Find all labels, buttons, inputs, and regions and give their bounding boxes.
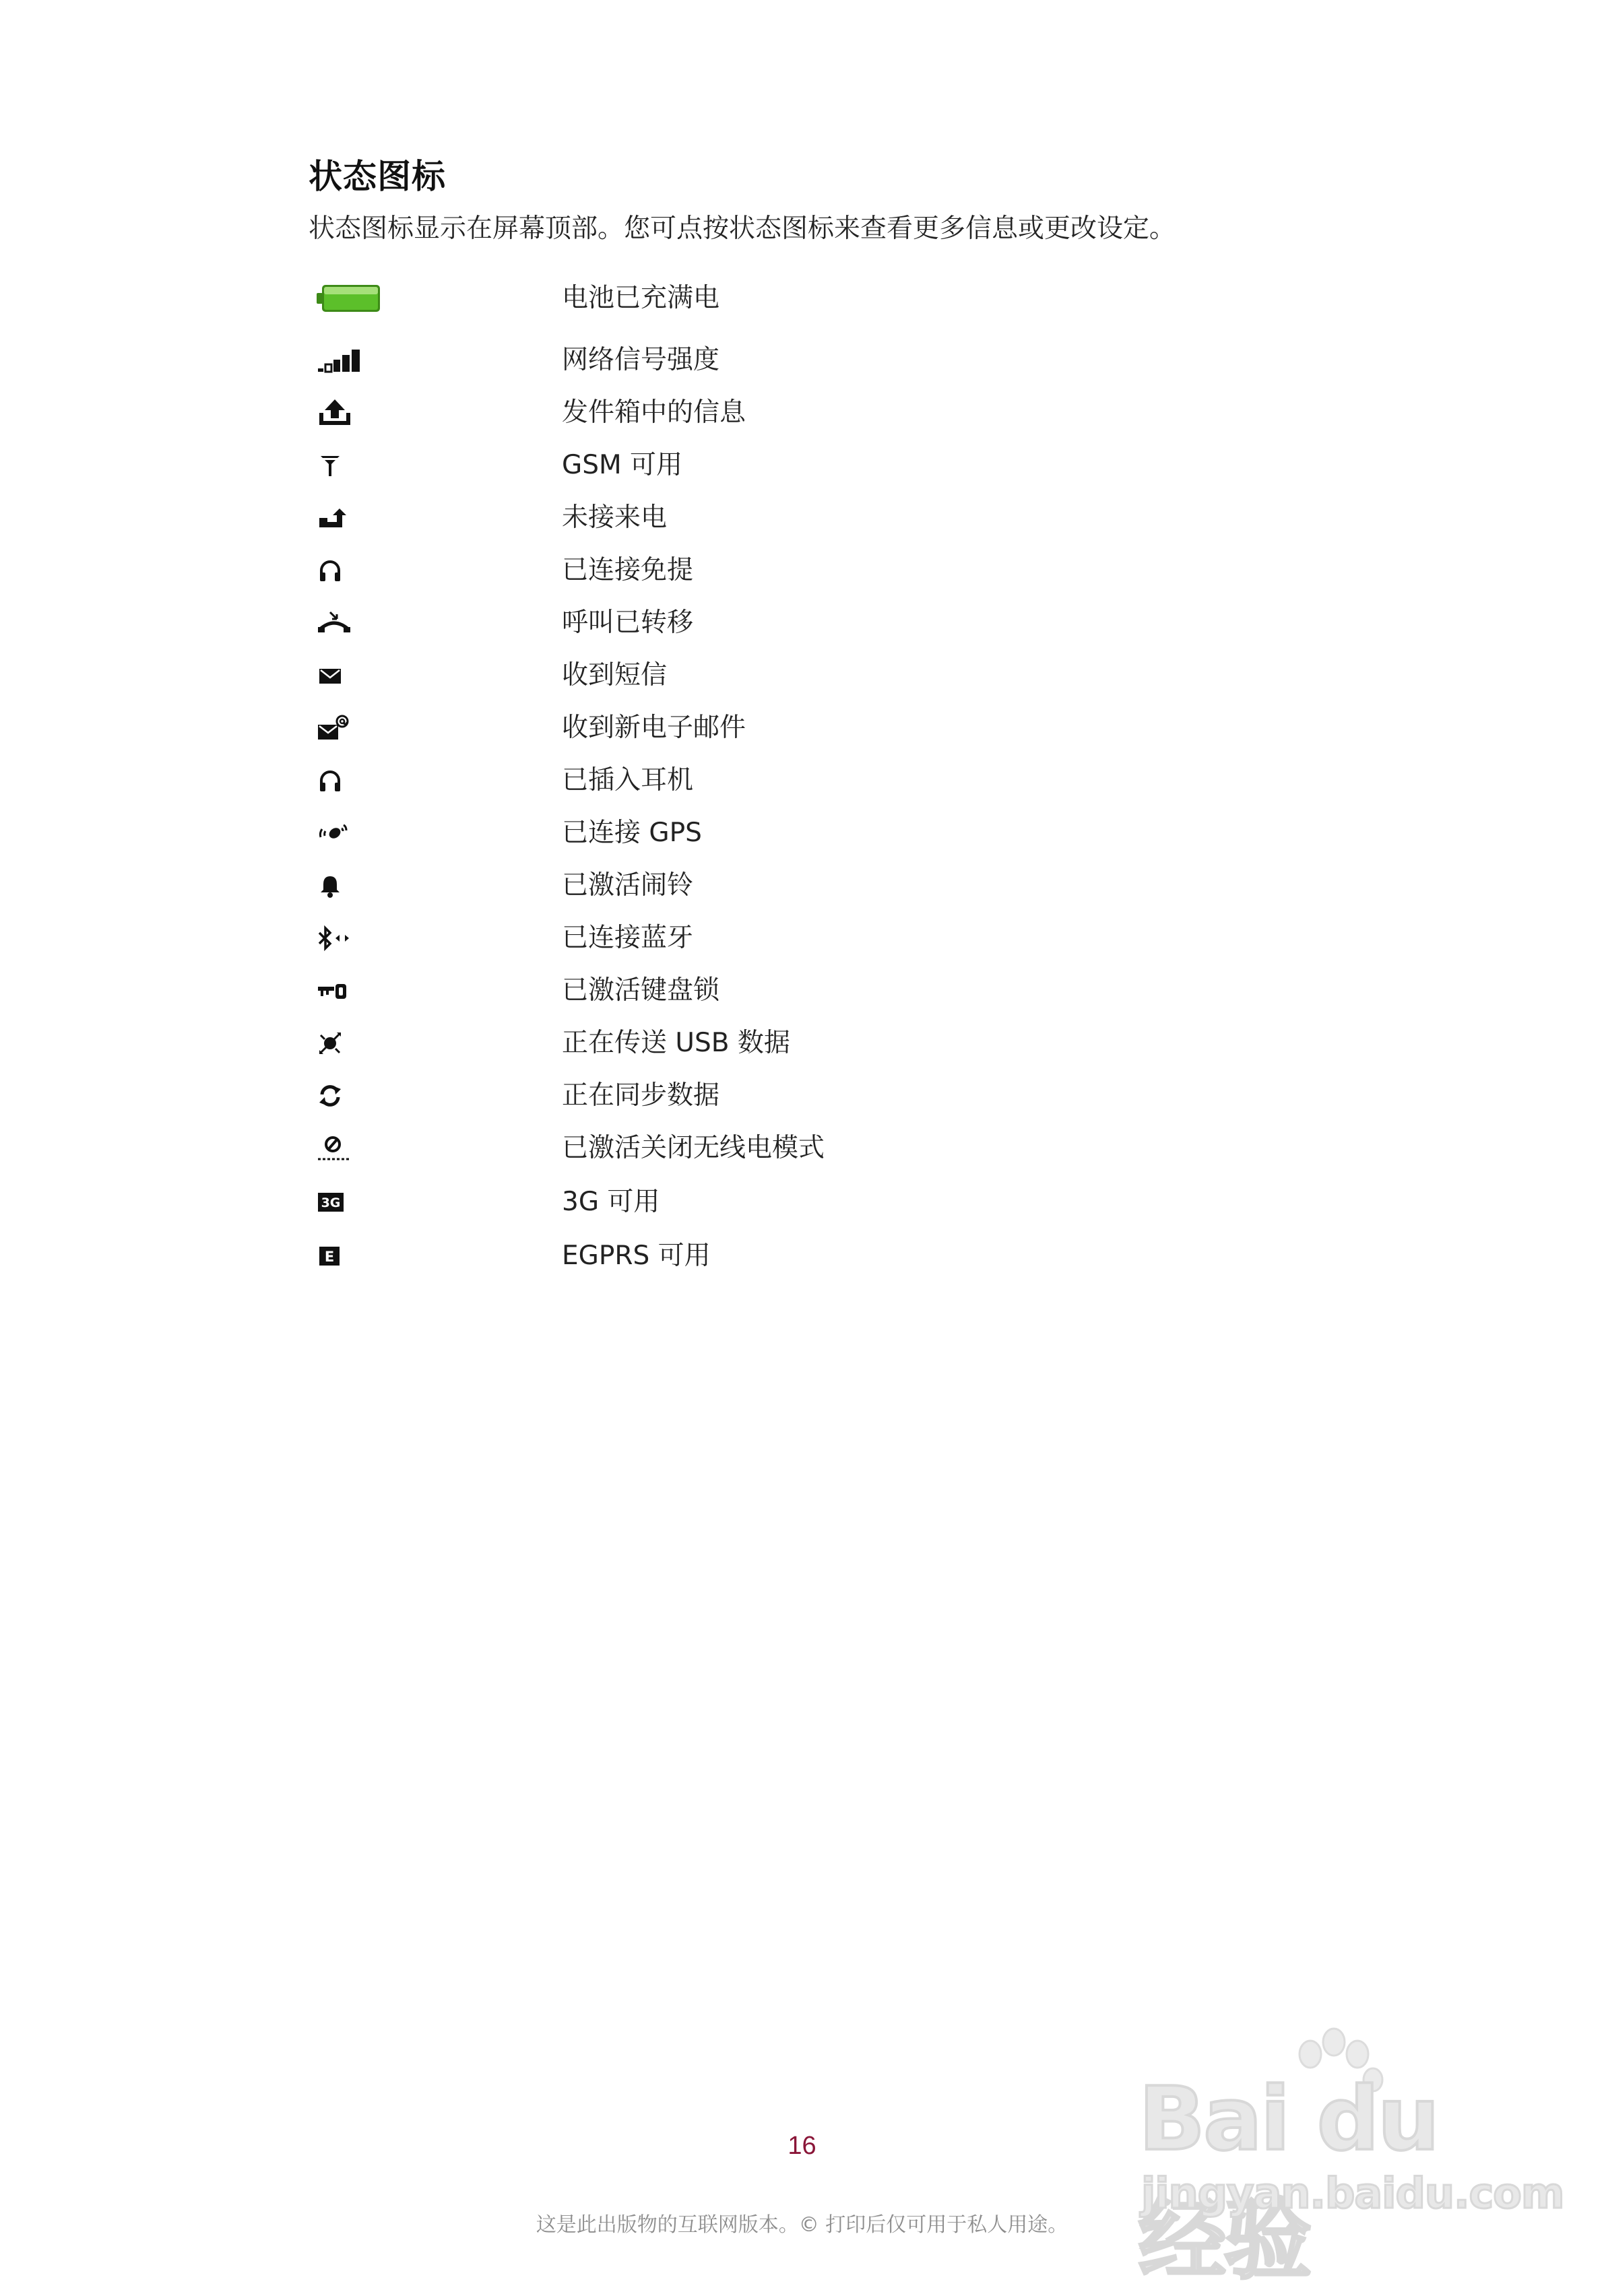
list-item-label: 收到新电子邮件 [562,713,746,743]
list-item [0,1179,1604,1226]
list-item-label: 已连接 GPS [562,818,702,848]
list-item-label: 网络信号强度 [562,345,720,375]
list-item-label: 收到短信 [562,660,668,690]
signal-strength-icon [317,337,397,384]
egprs-icon [317,1233,397,1280]
bluetooth-icon [317,915,397,962]
list-item [0,1125,1604,1172]
list-item [0,547,1604,594]
flight-mode-icon [317,1125,397,1172]
list-item-label: 呼叫已转移 [562,608,694,638]
list-item-label: 已激活关闭无线电模式 [562,1133,825,1163]
email-envelope-icon [317,704,397,752]
list-item-label: 3G 可用 [562,1187,660,1217]
list-item [0,652,1604,699]
sms-envelope-icon [317,652,397,699]
list-item-label: 正在传送 USB 数据 [562,1028,790,1058]
list-item-label: 发件箱中的信息 [562,397,746,428]
list-item [0,275,1604,322]
list-item-label: 未接来电 [562,502,668,533]
page-number: 16 [788,2132,816,2160]
list-item [0,915,1604,962]
list-item-label: 正在同步数据 [562,1080,720,1111]
list-item [0,1020,1604,1067]
list-item-label: 已激活键盘锁 [562,975,720,1006]
list-item [0,389,1604,436]
outbox-icon [317,389,397,436]
list-item [0,599,1604,647]
keylock-icon [317,967,397,1014]
watermark-brand: Bai du 经验 [1138,2068,1438,2291]
section-intro: 状态图标显示在屏幕顶部。您可点按状态图标来查看更多信息或更改设定。 [309,214,1176,244]
list-item-label: 已插入耳机 [562,765,694,795]
list-item [0,810,1604,857]
list-item [0,1072,1604,1119]
list-item [0,442,1604,489]
list-item [0,757,1604,804]
3g-icon-text: 3G [321,1195,341,1210]
watermark-domain: jingyan.baidu.com [1141,2169,1564,2218]
battery-full-icon [317,275,397,322]
list-item [0,337,1604,384]
gps-satellite-icon [317,810,397,857]
list-item [0,494,1604,542]
call-divert-icon [317,599,397,647]
list-item-label: GSM 可用 [562,450,683,480]
list-item [0,862,1604,909]
list-item-label: 电池已充满电 [562,283,720,313]
missed-call-icon [317,494,397,542]
list-item-label: 已连接蓝牙 [562,923,694,953]
list-item [0,704,1604,752]
list-item-label: 已激活闹铃 [562,870,694,900]
list-item [0,967,1604,1014]
sync-icon [317,1072,397,1119]
alarm-bell-icon [317,862,397,909]
3g-icon [317,1179,397,1226]
gsm-antenna-icon [317,442,397,489]
headset-icon [317,757,397,804]
list-item [0,1233,1604,1280]
handsfree-icon [317,547,397,594]
egprs-icon-text: E [324,1249,335,1265]
watermark [1138,2027,1564,2291]
footer-note: 这是此出版物的互联网版本。© 打印后仅可用于私人用途。 [536,2213,1068,2237]
list-item-label: 已连接免提 [562,555,694,585]
list-item-label: EGPRS 可用 [562,1241,711,1271]
usb-transfer-icon [317,1020,397,1067]
section-title: 状态图标 [309,157,446,196]
